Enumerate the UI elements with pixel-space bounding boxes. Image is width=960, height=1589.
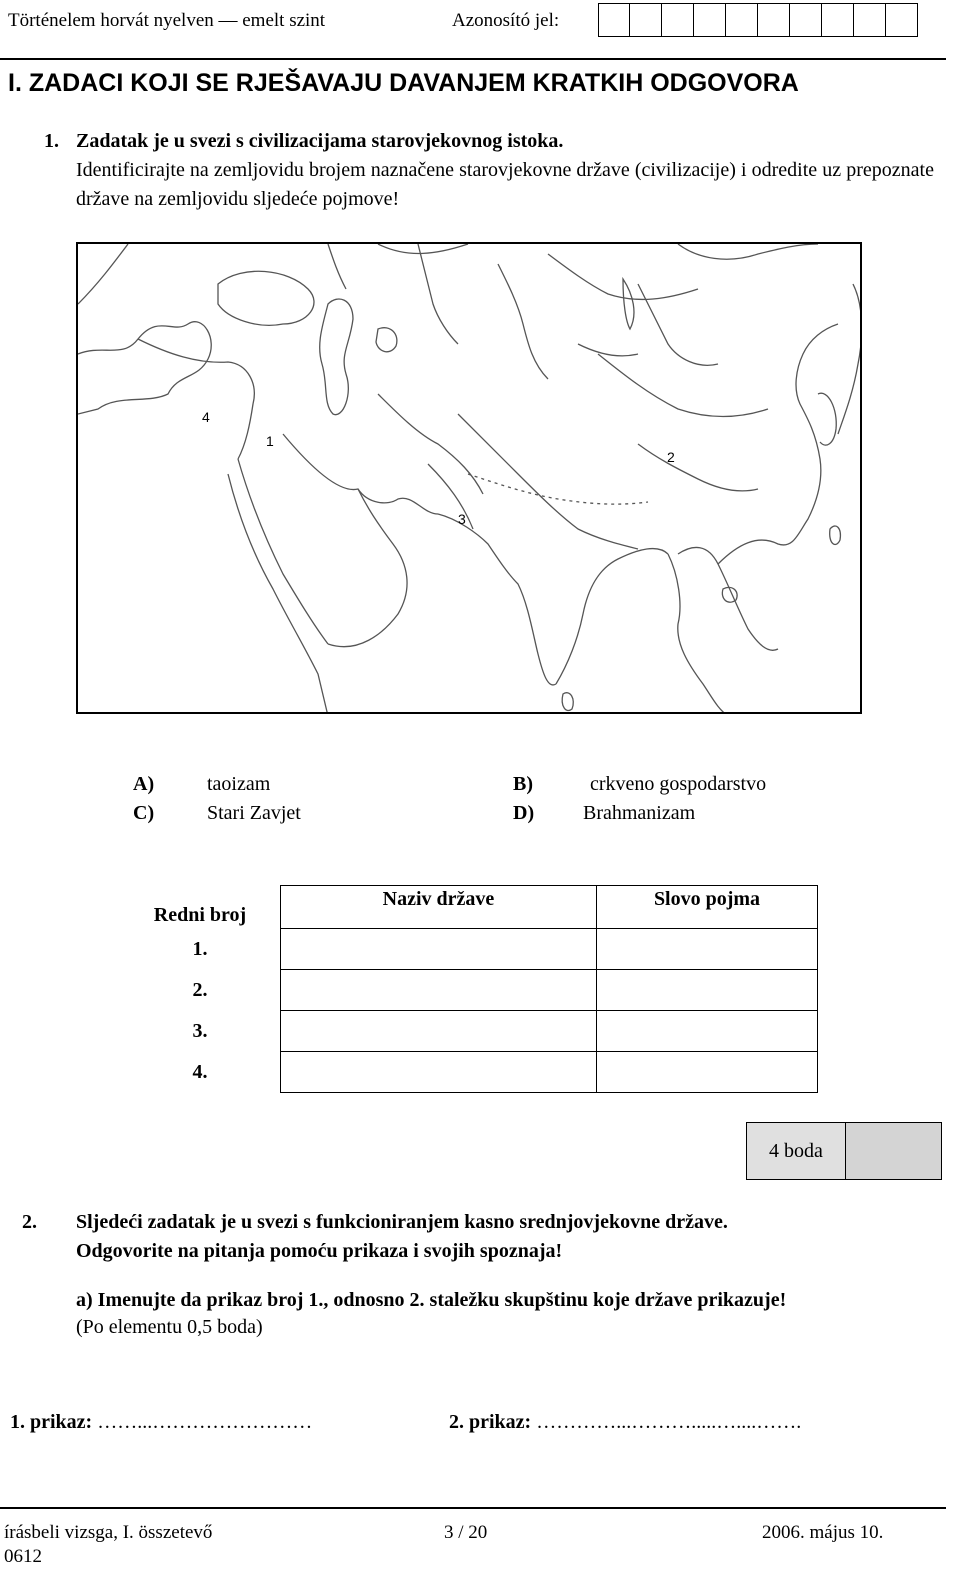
answer-1-dots[interactable]: ……...…………………… xyxy=(97,1411,313,1433)
option-a-text: taoizam xyxy=(207,773,271,795)
answer-cell-state[interactable] xyxy=(281,1052,597,1093)
answer-2[interactable] xyxy=(449,1411,801,1434)
row-number: 1. xyxy=(192,937,208,960)
answer-2-label: 2. prikaz: xyxy=(449,1411,532,1433)
id-label: Azonosító jel: xyxy=(452,10,560,31)
option-letter: C) xyxy=(133,802,155,824)
map-drawing xyxy=(78,244,862,714)
map-label-3: 3 xyxy=(458,511,466,527)
task2-number: 2. xyxy=(22,1211,37,1233)
row-number: 2. xyxy=(192,978,208,1001)
map-label-1: 1 xyxy=(266,433,274,449)
option-d xyxy=(513,802,534,825)
points-score-field[interactable] xyxy=(846,1123,941,1179)
section-title: I. ZADACI KOJI SE RJEŠAVAJU DAVANJEM KRATKIH ODGOVORA xyxy=(8,69,799,97)
id-box[interactable] xyxy=(854,3,886,37)
id-box[interactable] xyxy=(822,3,854,37)
header-redni-broj: Redni broj xyxy=(153,903,247,926)
option-letter: A) xyxy=(133,773,155,795)
footer-date: 2006. május 10. xyxy=(762,1522,884,1543)
answer-cell-letter[interactable] xyxy=(597,1011,818,1052)
answer-cell-state[interactable] xyxy=(281,1011,597,1052)
map-label-4: 4 xyxy=(202,409,210,425)
answer-table xyxy=(120,885,818,1093)
row-number: 4. xyxy=(192,1060,208,1083)
answer-cell-letter[interactable] xyxy=(597,1052,818,1093)
task2-question-a-note: (Po elementu 0,5 boda) xyxy=(76,1316,263,1338)
task2-line1: Sljedeći zadatak je u svezi s funkcioniranjem kasno srednjovjekovne države. xyxy=(76,1211,728,1233)
id-box[interactable] xyxy=(886,3,918,37)
row-number: 3. xyxy=(192,1019,208,1042)
id-input-boxes[interactable] xyxy=(598,3,918,37)
task1-text xyxy=(44,127,934,214)
id-box[interactable] xyxy=(758,3,790,37)
option-b xyxy=(513,773,533,796)
header-rule xyxy=(0,58,946,60)
task2-line2: Odgovorite na pitanja pomoću prikaza i svojih spoznaja! xyxy=(76,1240,563,1262)
answer-1-label: 1. prikaz: xyxy=(10,1411,93,1433)
option-a xyxy=(133,773,154,796)
footer-left: írásbeli vizsga, I. összetevő xyxy=(4,1522,213,1543)
answer-2-dots[interactable]: …………...……….....…....……. xyxy=(536,1411,802,1433)
option-c xyxy=(133,802,154,825)
option-c-text: Stari Zavjet xyxy=(207,802,301,824)
id-box[interactable] xyxy=(662,3,694,37)
answer-cell-state[interactable] xyxy=(281,929,597,970)
answer-cell-letter[interactable] xyxy=(597,929,818,970)
option-b-text: crkveno gospodarstvo xyxy=(590,773,767,795)
points-label: 4 boda xyxy=(747,1123,846,1179)
task2-question-a xyxy=(76,1287,932,1341)
option-letter: D) xyxy=(513,802,535,824)
option-letter: B) xyxy=(513,773,533,795)
answer-1[interactable] xyxy=(10,1411,312,1434)
task2-question-a-text: a) Imenujte da prikaz broj 1., odnosno 2. staležku skupštinu koje države prikazuje! xyxy=(76,1289,787,1311)
id-box[interactable] xyxy=(598,3,630,37)
answer-cell-letter[interactable] xyxy=(597,970,818,1011)
id-box[interactable] xyxy=(790,3,822,37)
header-naziv-drzave: Naziv države xyxy=(281,886,597,929)
task2-text xyxy=(22,1208,728,1266)
id-box[interactable] xyxy=(726,3,758,37)
id-box[interactable] xyxy=(694,3,726,37)
task1-line1: Zadatak je u svezi s civilizacijama starovjekovnog istoka. xyxy=(76,130,564,152)
answer-cell-state[interactable] xyxy=(281,970,597,1011)
footer-rule xyxy=(0,1507,946,1509)
map-label-2: 2 xyxy=(667,449,675,465)
footer-page: 3 / 20 xyxy=(444,1522,488,1543)
points-box xyxy=(746,1122,942,1180)
id-box[interactable] xyxy=(630,3,662,37)
task1-line2: Identificirajte na zemljovidu brojem naznačene starovjekovne države (civilizacije) i odredite uz prepoznate države na zemljovidu sljedeće pojmove! xyxy=(76,159,934,210)
footer-code: 0612 xyxy=(4,1546,42,1567)
header-slovo-pojma: Slovo pojma xyxy=(597,886,818,929)
option-d-text: Brahmanizam xyxy=(583,802,696,824)
header-title: Történelem horvát nyelven — emelt szint xyxy=(8,10,326,31)
task1-number: 1. xyxy=(44,130,59,152)
asia-map xyxy=(76,242,862,714)
